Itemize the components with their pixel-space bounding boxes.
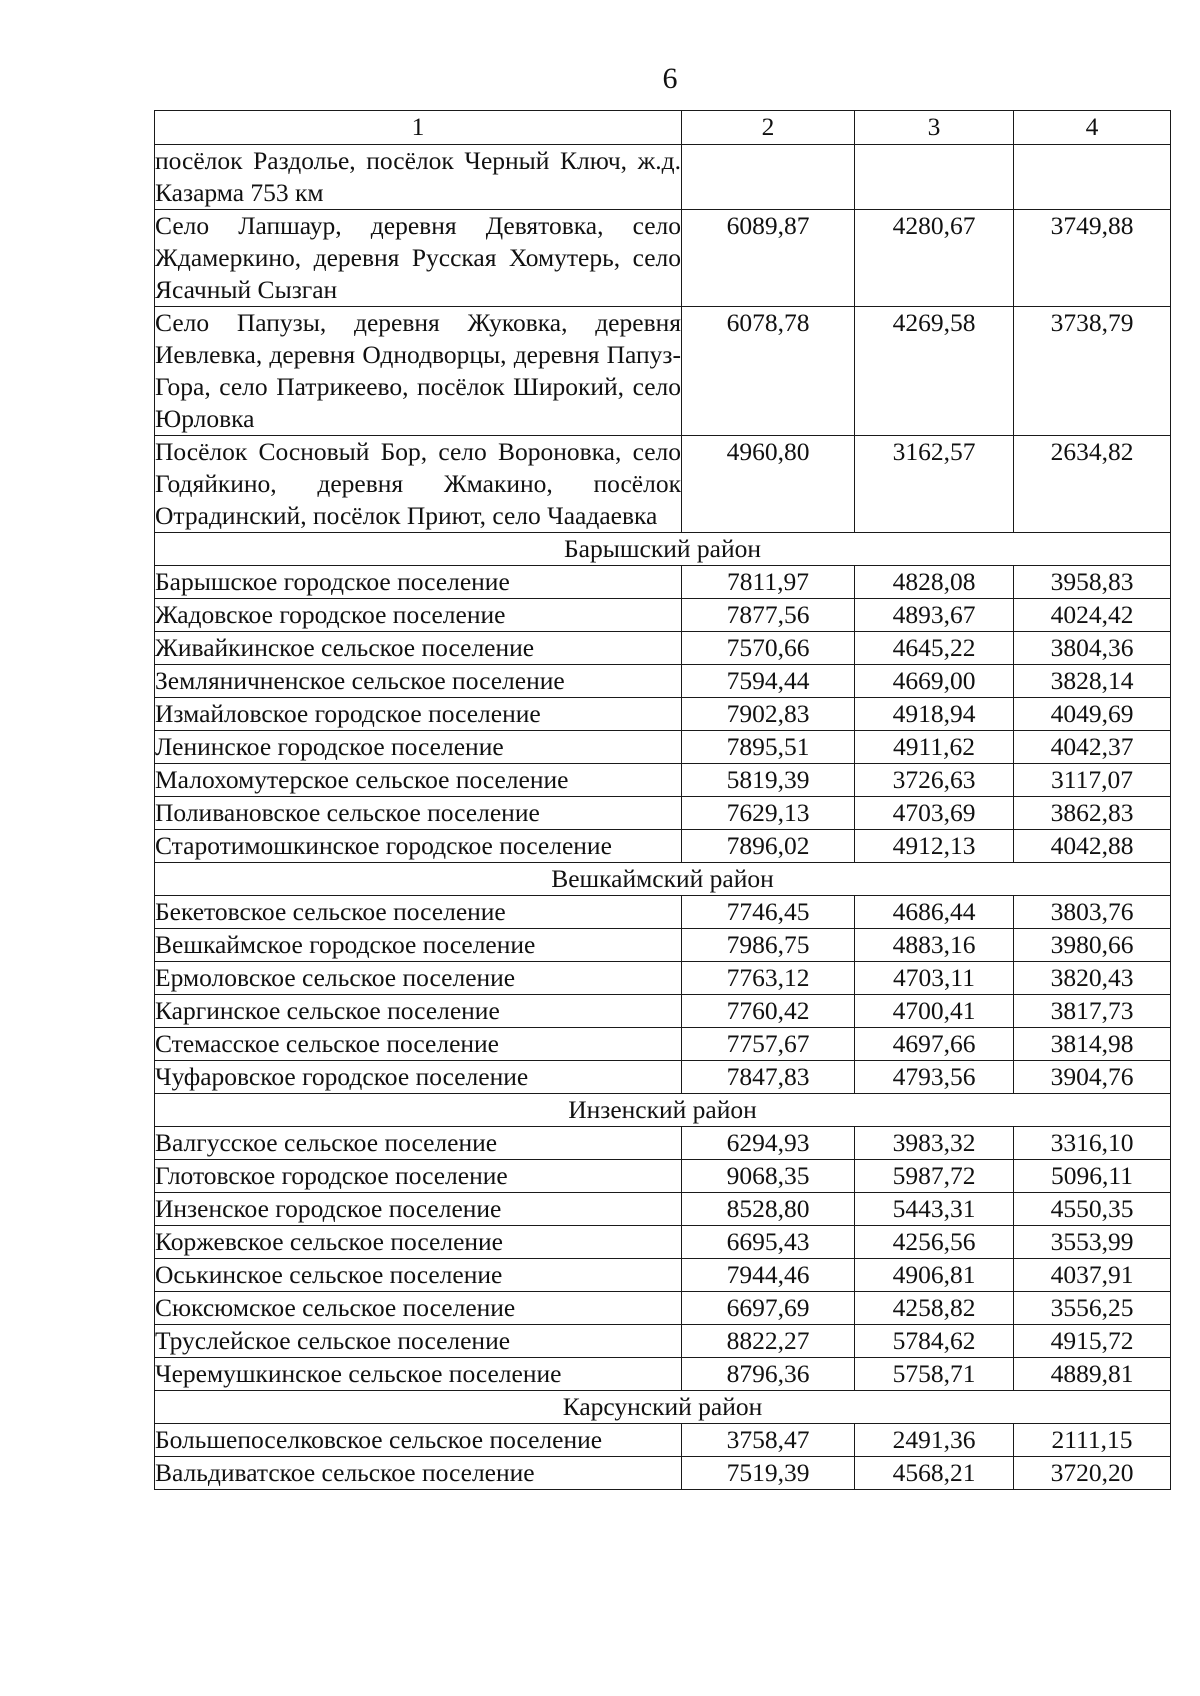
- value-col-4: 5096,11: [1014, 1160, 1171, 1193]
- table-row: [155, 962, 1171, 995]
- value-col-2: 7986,75: [682, 929, 855, 962]
- value-col-4: 4049,69: [1014, 698, 1171, 731]
- value-col-4: 4024,42: [1014, 599, 1171, 632]
- table-row: [155, 632, 1171, 665]
- table-row: [155, 830, 1171, 863]
- column-header-1: 1: [155, 111, 682, 145]
- value-col-4: 4915,72: [1014, 1325, 1171, 1358]
- value-col-2: 3758,47: [682, 1424, 855, 1457]
- value-col-2: 7746,45: [682, 896, 855, 929]
- settlement-name: Ермоловское сельское поселение: [155, 962, 682, 995]
- value-col-2: 8822,27: [682, 1325, 855, 1358]
- region-name: Барышский район: [155, 533, 1171, 566]
- value-col-4: 3817,73: [1014, 995, 1171, 1028]
- value-col-4: 3316,10: [1014, 1127, 1171, 1160]
- value-col-3: 4258,82: [855, 1292, 1014, 1325]
- table-row: [155, 1259, 1171, 1292]
- table-row: [155, 307, 1171, 436]
- column-header-3: 3: [855, 111, 1014, 145]
- settlement-name: Вальдиватское сельское поселение: [155, 1457, 682, 1490]
- settlement-name: Валгусское сельское поселение: [155, 1127, 682, 1160]
- table-row: [155, 436, 1171, 533]
- value-col-4: 3804,36: [1014, 632, 1171, 665]
- region-name: Вешкаймский район: [155, 863, 1171, 896]
- value-col-3: 3162,57: [855, 436, 1014, 533]
- settlement-name: Жадовское городское поселение: [155, 599, 682, 632]
- value-col-2: 7895,51: [682, 731, 855, 764]
- value-col-4: 4042,37: [1014, 731, 1171, 764]
- value-col-4: 3117,07: [1014, 764, 1171, 797]
- settlement-name: Стемасское сельское поселение: [155, 1028, 682, 1061]
- value-col-3: 4912,13: [855, 830, 1014, 863]
- value-col-2: 7944,46: [682, 1259, 855, 1292]
- settlement-name: Село Лапшаур, деревня Девятовка, село Ждамеркино, деревня Русская Хомутерь, село Ясачный Сызган: [155, 210, 682, 307]
- settlement-name: Большепоселковское сельское поселение: [155, 1424, 682, 1457]
- settlement-name: Глотовское городское поселение: [155, 1160, 682, 1193]
- value-col-4: 2634,82: [1014, 436, 1171, 533]
- table-row: [155, 1457, 1171, 1490]
- column-header-4: 4: [1014, 111, 1171, 145]
- value-col-3: 4911,62: [855, 731, 1014, 764]
- value-col-3: 4280,67: [855, 210, 1014, 307]
- value-col-3: [855, 145, 1014, 210]
- value-col-3: 5443,31: [855, 1193, 1014, 1226]
- value-col-4: [1014, 145, 1171, 210]
- value-col-3: 4703,11: [855, 962, 1014, 995]
- table-row: [155, 1358, 1171, 1391]
- value-col-4: 2111,15: [1014, 1424, 1171, 1457]
- settlement-name: Поливановское сельское поселение: [155, 797, 682, 830]
- value-col-2: 7896,02: [682, 830, 855, 863]
- settlement-name: посёлок Раздолье, посёлок Черный Ключ, ж.д. Казарма 753 км: [155, 145, 682, 210]
- value-col-2: 7629,13: [682, 797, 855, 830]
- table-row: [155, 797, 1171, 830]
- value-col-3: 5784,62: [855, 1325, 1014, 1358]
- value-col-3: 3983,32: [855, 1127, 1014, 1160]
- value-col-3: 4893,67: [855, 599, 1014, 632]
- table-row: [155, 1028, 1171, 1061]
- value-col-3: 4256,56: [855, 1226, 1014, 1259]
- value-col-3: 4793,56: [855, 1061, 1014, 1094]
- value-col-2: 7847,83: [682, 1061, 855, 1094]
- value-col-2: 7757,67: [682, 1028, 855, 1061]
- value-col-2: 6697,69: [682, 1292, 855, 1325]
- region-name: Карсунский район: [155, 1391, 1171, 1424]
- table-row: [155, 1193, 1171, 1226]
- table-row: [155, 1226, 1171, 1259]
- settlement-name: Малохомутерское сельское поселение: [155, 764, 682, 797]
- tariff-table: [154, 110, 1171, 1490]
- value-col-2: [682, 145, 855, 210]
- value-col-2: 7902,83: [682, 698, 855, 731]
- settlement-name: Бекетовское сельское поселение: [155, 896, 682, 929]
- value-col-3: 4669,00: [855, 665, 1014, 698]
- page-number: 6: [662, 62, 678, 95]
- value-col-2: 6294,93: [682, 1127, 855, 1160]
- value-col-3: 4883,16: [855, 929, 1014, 962]
- table-row: [155, 731, 1171, 764]
- settlement-name: Живайкинское сельское поселение: [155, 632, 682, 665]
- value-col-4: 3556,25: [1014, 1292, 1171, 1325]
- region-header-row: [155, 863, 1171, 896]
- settlement-name: Вешкаймское городское поселение: [155, 929, 682, 962]
- table-row: [155, 599, 1171, 632]
- table-row: [155, 1292, 1171, 1325]
- value-col-4: 3980,66: [1014, 929, 1171, 962]
- value-col-3: 2491,36: [855, 1424, 1014, 1457]
- table-row: [155, 1160, 1171, 1193]
- value-col-3: 4697,66: [855, 1028, 1014, 1061]
- settlement-name: Измайловское городское поселение: [155, 698, 682, 731]
- value-col-2: 7519,39: [682, 1457, 855, 1490]
- settlement-name: Село Папузы, деревня Жуковка, деревня Иевлевка, деревня Однодворцы, деревня Папуз-Гора, село Патрикеево, посёлок Широкий, село Юрловка: [155, 307, 682, 436]
- settlement-name: Черемушкинское сельское поселение: [155, 1358, 682, 1391]
- table-row: [155, 764, 1171, 797]
- value-col-4: 3553,99: [1014, 1226, 1171, 1259]
- value-col-3: 4918,94: [855, 698, 1014, 731]
- table-row: [155, 145, 1171, 210]
- settlement-name: Чуфаровское городское поселение: [155, 1061, 682, 1094]
- value-col-4: 4037,91: [1014, 1259, 1171, 1292]
- value-col-4: 3720,20: [1014, 1457, 1171, 1490]
- value-col-2: 7763,12: [682, 962, 855, 995]
- value-col-2: 7811,97: [682, 566, 855, 599]
- value-col-2: 7760,42: [682, 995, 855, 1028]
- value-col-3: 3726,63: [855, 764, 1014, 797]
- value-col-2: 4960,80: [682, 436, 855, 533]
- value-col-4: 3862,83: [1014, 797, 1171, 830]
- value-col-2: 8796,36: [682, 1358, 855, 1391]
- value-col-2: 7877,56: [682, 599, 855, 632]
- value-col-4: 3904,76: [1014, 1061, 1171, 1094]
- table-row: [155, 210, 1171, 307]
- column-header-2: 2: [682, 111, 855, 145]
- value-col-4: 3749,88: [1014, 210, 1171, 307]
- table-row: [155, 566, 1171, 599]
- region-name: Инзенский район: [155, 1094, 1171, 1127]
- table-row: [155, 1127, 1171, 1160]
- value-col-3: 5987,72: [855, 1160, 1014, 1193]
- value-col-4: 3828,14: [1014, 665, 1171, 698]
- table-row: [155, 1061, 1171, 1094]
- value-col-2: 6089,87: [682, 210, 855, 307]
- value-col-2: 6078,78: [682, 307, 855, 436]
- settlement-name: Земляничненское сельское поселение: [155, 665, 682, 698]
- settlement-name: Оськинское сельское поселение: [155, 1259, 682, 1292]
- table-header-row: [155, 111, 1171, 145]
- region-header-row: [155, 533, 1171, 566]
- region-header-row: [155, 1391, 1171, 1424]
- value-col-3: 4269,58: [855, 307, 1014, 436]
- settlement-name: Старотимошкинское городское поселение: [155, 830, 682, 863]
- region-header-row: [155, 1094, 1171, 1127]
- settlement-name: Сюксюмское сельское поселение: [155, 1292, 682, 1325]
- value-col-2: 9068,35: [682, 1160, 855, 1193]
- value-col-2: 6695,43: [682, 1226, 855, 1259]
- value-col-4: 4550,35: [1014, 1193, 1171, 1226]
- value-col-4: 3820,43: [1014, 962, 1171, 995]
- value-col-4: 3958,83: [1014, 566, 1171, 599]
- value-col-3: 4645,22: [855, 632, 1014, 665]
- value-col-4: 3814,98: [1014, 1028, 1171, 1061]
- value-col-2: 8528,80: [682, 1193, 855, 1226]
- value-col-3: 4686,44: [855, 896, 1014, 929]
- value-col-3: 4906,81: [855, 1259, 1014, 1292]
- value-col-3: 4700,41: [855, 995, 1014, 1028]
- settlement-name: Барышское городское поселение: [155, 566, 682, 599]
- value-col-3: 4568,21: [855, 1457, 1014, 1490]
- value-col-3: 5758,71: [855, 1358, 1014, 1391]
- table-row: [155, 995, 1171, 1028]
- table-row: [155, 1424, 1171, 1457]
- settlement-name: Посёлок Сосновый Бор, село Вороновка, село Годяйкино, деревня Жмакино, посёлок Отрадинский, посёлок Приют, село Чаадаевка: [155, 436, 682, 533]
- table-row: [155, 698, 1171, 731]
- value-col-2: 7570,66: [682, 632, 855, 665]
- table-row: [155, 1325, 1171, 1358]
- settlement-name: Коржевское сельское поселение: [155, 1226, 682, 1259]
- value-col-4: 4889,81: [1014, 1358, 1171, 1391]
- settlement-name: Труслейское сельское поселение: [155, 1325, 682, 1358]
- table-row: [155, 896, 1171, 929]
- value-col-4: 4042,88: [1014, 830, 1171, 863]
- table-row: [155, 929, 1171, 962]
- value-col-2: 7594,44: [682, 665, 855, 698]
- value-col-3: 4703,69: [855, 797, 1014, 830]
- value-col-3: 4828,08: [855, 566, 1014, 599]
- table-row: [155, 665, 1171, 698]
- value-col-2: 5819,39: [682, 764, 855, 797]
- settlement-name: Ленинское городское поселение: [155, 731, 682, 764]
- settlement-name: Каргинское сельское поселение: [155, 995, 682, 1028]
- settlement-name: Инзенское городское поселение: [155, 1193, 682, 1226]
- value-col-4: 3738,79: [1014, 307, 1171, 436]
- value-col-4: 3803,76: [1014, 896, 1171, 929]
- table-body: [155, 145, 1171, 1490]
